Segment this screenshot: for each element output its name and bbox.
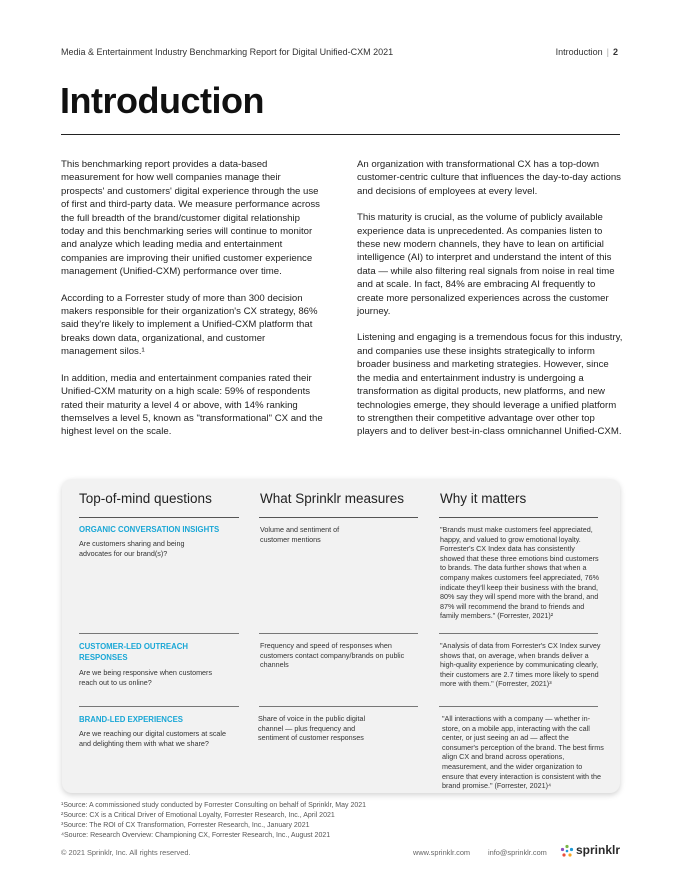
measure-text: Volume and sentiment of customer mentions (260, 525, 340, 544)
measure-text: Frequency and speed of responses when customers contact company/brands on public channels (260, 641, 405, 670)
footnote: ¹Source: A commissioned study conducted by Forrester Consulting on behalf of Sprinklr, May 2021 (61, 802, 367, 809)
row-divider (259, 633, 418, 634)
header-divider (259, 517, 418, 518)
footnote: ³Source: The ROI of CX Transformation, Forrester Research, Inc., January 2021 (61, 822, 310, 829)
table-header-questions: Top-of-mind questions (79, 491, 212, 506)
why-text: "Brands must make customers feel appreciated, happy, and valued to grow emotional loyalty. Forrester's CX Index data has consistently showed that these three emotions bind customers to brands. The data further shows that when a company makes customers feel appreciated, 76% indicate they'll keep their business with the brand, 80% say they will spend more with the brand, and 87% will recommend the brand to friends and family members." (Forrester, 2021)² (440, 525, 600, 621)
why-text: "All interactions with a company — whether in-store, on a mobile app, interacting with the call center, or just seeing an ad — affect the consumer's perception of the brand. The best firms align CX and brand across operations, measurement, and the wider organization to ensure that every interaction is consistent with the brand promise." (Forrester, 2021)⁴ (442, 714, 604, 791)
section-label: Introduction (555, 47, 603, 57)
page-title: Introduction (60, 80, 264, 121)
table-row (79, 641, 249, 687)
header-divider (439, 517, 598, 518)
paragraph: Listening and engaging is a tremendous focus for this industry, and companies use these insights strategically to inform broader business and marketing strategies. However, since the media and entertainment industry is undergoing a transformation as digital products, new platforms, and new technologies emerge, they should leverage a unified platform to strengthen their competitive advantage over other top players and to deliver best-in-class omnichannel Unified-CXM. (357, 332, 623, 438)
question-text: Are we being responsive when customers reach out to us online? (79, 668, 213, 687)
paragraph: This maturity is crucial, as the volume of publicly available experience data is unprecedented. As companies listen to these new modern channels, they have to lean on artificial intelligence (AI) to interpret and understand the intent of this data — while also filtering real signals from noise in real time and at scale. In fact, 84% are embracing AI frequently to create more personalized experiences across the customer journey. (357, 212, 615, 318)
question-text: Are customers sharing and being advocates for our brand(s)? (79, 539, 185, 558)
paragraph: According to a Forrester study of more than 300 decision makers responsible for their organization's CX strategy, 86% said they're likely to implement a Unified-CXM platform that breaks down data, organizational, and customer management silos.¹ (61, 292, 318, 358)
footnote: ⁴Source: Research Overview: Championing CX, Forrester Research, Inc., August 2021 (61, 832, 331, 839)
paragraph: An organization with transformational CX has a top-down customer-centric culture that influences the day-to-day actions and decisions of employees at every level. (357, 159, 621, 197)
page-number: 2 (612, 47, 618, 57)
question-category: CUSTOMER-LED OUTREACH RESPONSES (79, 642, 189, 662)
question-text: Are we reaching our digital customers at scale and delighting them with what we share? (79, 729, 227, 748)
table-row (79, 714, 249, 748)
row-divider (79, 706, 239, 707)
header-divider (79, 517, 239, 518)
copyright: © 2021 Sprinklr, Inc. All rights reserved. (61, 848, 191, 857)
footnote: ²Source: CX is a Critical Driver of Emotional Loyalty, Forrester Research, Inc., April 2021 (61, 812, 335, 819)
table-row (79, 524, 249, 558)
page-indicator: Introduction | 2 (555, 47, 618, 57)
report-header-title: Media & Entertainment Industry Benchmarking Report for Digital Unified-CXM 2021 (61, 47, 394, 57)
row-divider (259, 706, 418, 707)
paragraph: This benchmarking report provides a data-based measurement for how well companies manage their prospects' and customers' digital experience through the use of first and third-party data. We measure performance across the full breadth of the brand/customer digital relationship today and this benchmarking series will continue to monitor and analyze which leading media and entertainment companies are improving their unified customer experience management (Unified-CXM) performance over time. (61, 159, 320, 278)
email-link[interactable]: info@sprinklr.com (488, 848, 547, 857)
row-divider (79, 633, 239, 634)
title-divider (61, 134, 620, 135)
right-column (357, 158, 623, 452)
paragraph: In addition, media and entertainment companies rated their Unified-CXM maturity on a high scale: 59% of respondents rated their maturity a level 4 or above, with 14% ranking themselves a level 5, known as "transformational" CX and the highest level on the scale. (61, 372, 323, 438)
website-link[interactable]: www.sprinklr.com (413, 848, 471, 857)
measure-text: Share of voice in the public digital channel — plus frequency and sentiment of customer responses (258, 714, 366, 743)
logo-text: sprinklr (576, 843, 621, 857)
why-text: "Analysis of data from Forrester's CX Index survey shows that, on average, when brands deliver a high-quality experience by communicating clearly, their customers are 2.7 times more likely to spend more with them." (Forrester, 2021)³ (440, 641, 601, 689)
table-header-measures: What Sprinklr measures (260, 491, 405, 506)
question-category: ORGANIC CONVERSATION INSIGHTS (79, 525, 220, 534)
question-category: BRAND-LED EXPERIENCES (79, 715, 183, 724)
sprinklr-logo (560, 843, 620, 858)
row-divider (439, 633, 598, 634)
sprinklr-logo-icon (560, 844, 574, 858)
left-column (61, 158, 323, 452)
table-header-why: Why it matters (440, 491, 527, 506)
row-divider (439, 706, 598, 707)
